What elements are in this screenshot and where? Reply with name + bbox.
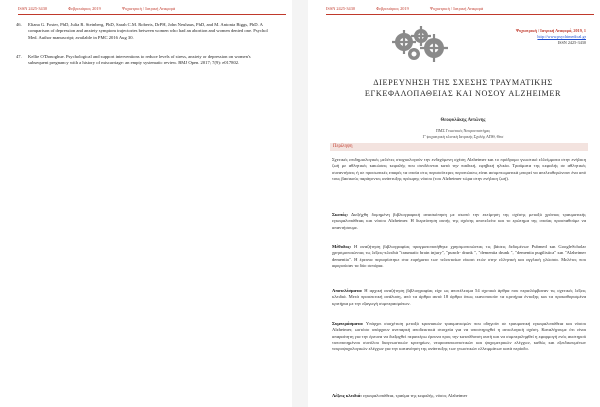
journal-issn: ISSN 2425-3430 [557, 40, 586, 45]
journal-name: Ψυχιατρική / Ιατρική Αναφορά, 2019, 1 [515, 28, 586, 33]
left-header-issn: ISSN 2425-3430 [18, 6, 48, 11]
reference-text: Kellie O'Donoghue. Psychological and support interventions to reduce levels of stress, anxiety or depression on women's subsequent pregnancy with a history of miscarriage: an empty systematic review. BMJ Open. 2017; 7(9): e017802. [28, 54, 251, 66]
abstract-heading: Περίληψη [333, 144, 353, 149]
aim-label: Σκοπός: [332, 212, 348, 217]
title-line-2: ΕΓΚΕΦΑΛΟΠΑΘΕΙΑΣ ΚΑΙ ΝΟΣΟΥ ALZHEIMER [364, 89, 562, 98]
method-label: Μέθοδος: [332, 244, 352, 249]
paper-title [338, 77, 588, 99]
right-page [308, 0, 600, 407]
results-text: Η αρχική αναζήτηση βιβλιογραφίας είχε ως αποτέλεσμα 54 σχετικά άρθρα που περιελάμβαναν τις σχετικές λέξεις κλειδιά. Μετά προσεκτική ανάλυση, από τα άρθρα αυτά 18 άρθρα όπως ικανοποιούν τα κριτήρια ένταξης και τα προκαθορισμένα κριτήρια με την εξαγωγή συμπερασμάτων. [332, 288, 586, 306]
keywords-text: εγκεφαλοπάθεια, τραύμα της κεφαλής, νόσος Alzheimer [363, 393, 468, 398]
abstract-heading-bar [330, 143, 588, 151]
right-header-date: Φεβρουάριος 2019 [376, 6, 409, 11]
left-header-rule [18, 14, 286, 15]
title-line-1: ΔΙΕΡΕΥΝΗΣΗ ΤΗΣ ΣΧΕΣΗΣ ΤΡΑΥΜΑΤΙΚΗΣ [373, 78, 553, 87]
left-page [0, 0, 292, 407]
reference-number: 46. [16, 22, 22, 27]
conclusions-label: Συμπεράσματα: [332, 321, 364, 326]
page-gutter [292, 0, 308, 407]
left-running-head [18, 6, 286, 11]
abstract-keywords [332, 393, 586, 399]
author-affiliation [338, 128, 588, 139]
results-label: Αποτελέσματα: [332, 288, 363, 293]
abstract-intro: Σχετικές επιδημιολογικές μελέτες σταχυολογούν την ενδεχόμενη σχέση Alzheimer και το πρόδρομο γνωστικό ελλείμματα στην ενήλικη ζωή με αθλητικές κακώσεις κεφαλής που συνδέονται κατά την παιδική, εφηβική ηλικία. Τραύματα της κεφαλής σε αθλητικές συναντήσεις ή σε προσωπικές επαφές τα οποία στις περισσότερες περιπτώσεις είναι ασυμπτωματικά μπορεί να απελευθερώνουν ένα από τους βασικούς παράγοντες ανάπτυξης πρόωρης νόσου (του Alzheimer τώρα στην ενήλικη ζωή). [332, 157, 586, 181]
affiliation-line-1: ΠΜΣ Γνωστικές Νευροεπιστήμες [435, 128, 491, 133]
abstract-conclusions [332, 321, 586, 352]
method-text: Η αναζήτηση βιβλιογραφίας πραγματοποιήθηκε χρησιμοποιώντας τις βάσεις δεδομένων Pubmed και GoogleScholar χρησιμοποιώντας τις λέξεις-κλειδιά "traumatic brain injury", "punch- drunk ", "dementia drunk ", "dementia pugilistica" και "Alzheimer dementia". Η έρευνα περιορίστηκε στα ευρήματα των τελευταίων είκοσι ετών στην ελληνική και αγγλική γλώσσα. Μελέτες που αφορούσαν τα δύο σενάρια. [332, 244, 586, 268]
abstract-results [332, 288, 586, 307]
reference-46 [16, 22, 268, 41]
right-running-head [326, 6, 594, 11]
abstract-method [332, 244, 586, 269]
conclusions-text: Υπάρχει συσχέτιση μεταξύ κρανιακών τραυματισμών που οδηγούν σε τραυματική εγκεφαλοπάθεια και νόσου Alzheimer, ωστόσο υπάρχουν ανεπαρκή αποδεικτικά στοιχεία για να υποστηριχθεί η αιτιολογική σχέση. Καταλήγουμε ότι είναι απαραίτητη για την έρευνα να διεξαχθεί περαιτέρω έρευνα προς την κατεύθυνση αυτή και να συμπεριληφθεί η εφαρμογή ενός αυστηρού τυποποιημένου συνόλου διαγνωστικών κριτηρίων, νευροαπεικονιστικών και ψυχομετρικών ελέγχων, καθώς και εξειδικευμένων νευροψυχολογικών ελέγχων για την κατανόηση της ανάπτυξης των γνωστικών ελλειμμάτων κατά περίοδο. [332, 321, 586, 352]
left-header-journal: Ψυχιατρική / Ιατρική Αναφορά [121, 6, 176, 11]
right-header-issn: ISSN 2425-3430 [326, 6, 356, 11]
right-header-journal: Ψυχιατρική / Ιατρική Αναφορά [429, 6, 484, 11]
aim-text: Διεξήχθη δομημένη βιβλιογραφική ανασκόπηση με σκοπό την εκτίμηση της σχέσης μεταξύ χρόνιας τραυματικής εγκεφαλοπάθειας και νόσου Alzheimer. Η διερεύνηση αυτής της σχέσης αποτελείτε και το ερώτημα της οποίας προσπαθούμε να απαντήσουμε. [332, 212, 586, 230]
reference-47 [16, 54, 268, 67]
keywords-label: Λέξεις κλειδιά: [332, 393, 362, 398]
author-name: Θεοφυλάκης Αντώνης [440, 118, 486, 123]
brain-gears-logo-icon [390, 24, 454, 68]
journal-info [466, 28, 586, 46]
left-header-date: Φεβρουάριος 2019 [68, 6, 101, 11]
journal-website-link[interactable]: http://www.psychimedical.gr [537, 34, 586, 39]
affiliation-line-2: Γ' ψυχιατρική κλινική Ιατρικής Σχολής ΑΠΘ, Θεσ [422, 133, 504, 139]
reference-text: Eliana G. Foster, PhD, Julia R. Steinberg, PhD, Sarah C.M. Roberts, DrPH, John Neuhaus, PhD, and M. Antonia Biggs, PhD. A comparison of depression and anxiety symptom trajectories between women who had an abortion and women denied one. Psychol Med. Author manuscript; available in PMC 2016 Aug 30. [28, 22, 268, 40]
reference-number: 47. [16, 54, 22, 59]
abstract-aim [332, 212, 586, 231]
right-header-rule [326, 14, 594, 15]
